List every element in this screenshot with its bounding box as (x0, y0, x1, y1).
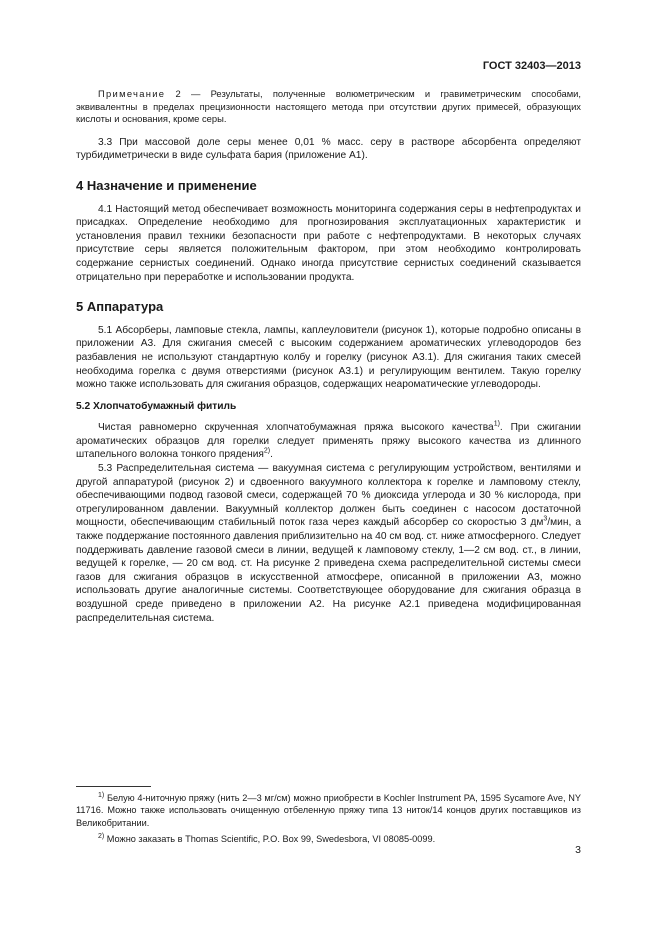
subsection-5-2-title: 5.2 Хлопчатобумажный фитиль (76, 400, 237, 412)
footnote-1 (76, 792, 581, 829)
footnote-2 (76, 833, 581, 845)
p52-text-2: . При сжигании ароматических образцов для горелки следует применять пряжу высокого качества из длинного штапельного волокна тонкого прядения (76, 422, 581, 461)
p53-text-1: 5.3 Распределительная система — вакуумная система с регулирующим устройством, вентилями и другой аппаратурой (рисунок 2) и сдвоенного вакуумного коллектора к горелке и ламповому стеклу, обеспечивающими подвод газовой смеси, содержащей 70 % диоксида углерода и 30 % кислорода, при отрегулированном давлении. Вакуумный коллектор должен быть соединен с насосом достаточной мощности, обеспечивающим стабильный поток газа через каждый абсорбер со скоростью 3 дм (76, 463, 581, 529)
page-content (76, 88, 581, 625)
footnote-ref-1: 1) (493, 420, 500, 428)
p53-text-2: /мин, а также поддержание постоянного давления приблизительно на 40 см вод. ст. ниже атмосферного. Следует поддерживать давление газовой смеси в линии, ведущей к ламповому стеклу, 1—2 см вод. ст., в линии, ведущей к горелке, — 20 см вод. ст. На рисунке 2 приведена схема распределительной системы смеси газов для сжигания образцов в искусственной атмосфере, описанной в приложении А3, можно использовать другие аналогичные системы. Соответствующее оборудование для сжигания образца в воздушной среде приведено в приложении А2. На рисунке А2.1 приведена модифицированная распределительная система. (76, 517, 582, 624)
p52-text-3: . (270, 449, 273, 461)
footnote-2-mark: 2) (98, 833, 105, 841)
section-5-title: 5 Аппаратура (76, 299, 164, 315)
section-4-title: 4 Назначение и применение (76, 177, 257, 193)
footnotes (76, 792, 581, 846)
footnote-2-text: Можно заказать в Thomas Scientific, P.O. Box 99, Swedesbora, VI 08085-0099. (104, 834, 436, 845)
footnote-1-text: Белую 4-ниточную пряжу (нить 2—3 мг/см) можно приобрести в Kochler Instrument PA, 1595 Sycamore Ave, NY 11716. Можно также использовать очищенную отбеленную пряжу типа 13 ниток/14 концов других поставщиков из Великобритании. (76, 793, 581, 828)
paragraph-5-3 (76, 462, 581, 625)
paragraph-5-1: 5.1 Абсорберы, ламповые стекла, лампы, каплеуловители (рисунок 1), которые подробно описаны в приложении А3. Для сжигания смесей с высоким содержанием ароматических углеводородов без разбавления не используют стандартную колбу и горелку (рисунок А3.1). Для сжигания таких смесей необходима горелка с двумя отверстиями (рисунок А3.1) и регулирующим вентилем. Такую горелку можно также использовать для сжигания образцов, содержащих неароматические углеводороды. (76, 324, 581, 391)
page-number: 3 (575, 844, 581, 856)
note-paragraph (76, 88, 581, 126)
p52-text-1: Чистая равномерно скрученная хлопчатобумажная пряжа высокого качества (98, 422, 494, 434)
footnote-1-mark: 1) (98, 791, 105, 799)
cubic-superscript: 3 (543, 516, 548, 524)
note-text: 2 — Результаты, полученные волюметрическим и гравиметрическим способами, эквивалентны в пределах прецизионности настоящего метода при отсутствии других примесей, образующих кислоты и основания, кроме серы. (76, 88, 581, 125)
footnote-divider (76, 786, 151, 787)
paragraph-3-3: 3.3 При массовой доле серы менее 0,01 % масс. серу в растворе абсорбента определяют турбидиметрически в виде сульфата бария (приложение А1). (76, 136, 581, 162)
paragraph-4-1: 4.1 Настоящий метод обеспечивает возможность мониторинга содержания серы в нефтепродуктах и присадках. Определение необходимо для прогнозирования эксплуатационных характеристик и установления правил техники безопасности при работе с нефтепродуктами. В некоторых случаях присутствие серы является положительным фактором, при этом необходимо контролировать содержание сернистых соединений. Однако иногда присутствие сернистых соединений сказывается отрицательно при переработке и использовании продукта. (76, 203, 581, 283)
footnote-ref-2: 2) (263, 448, 271, 456)
note-label: Примечание (98, 88, 166, 99)
paragraph-5-2 (76, 421, 581, 462)
document-id: ГОСТ 32403—2013 (482, 60, 581, 72)
